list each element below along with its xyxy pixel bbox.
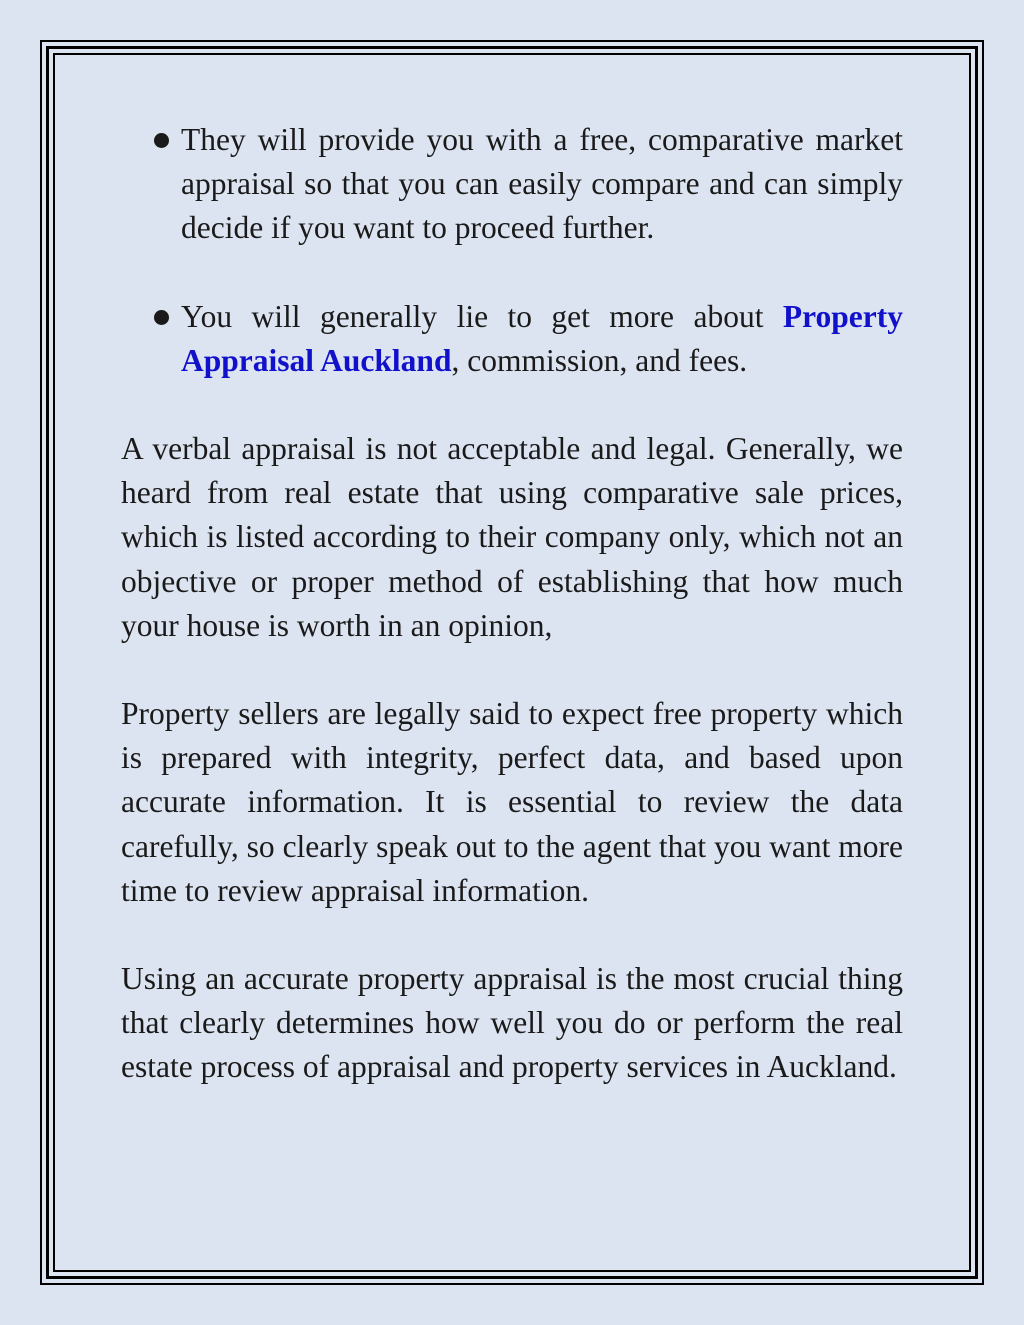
property-appraisal-auckland-link[interactable]: Property Appraisal Auckland — [181, 298, 903, 378]
bullet-icon — [154, 310, 169, 325]
bullet-text-after: , commission, and fees. — [451, 342, 748, 378]
paragraph-verbal-appraisal: A verbal appraisal is not acceptable and legal. Generally, we heard from real estate that using comparative sale prices, which is listed according to their company only, which not an objective or proper method of establishing that how much your house is worth in an opinion, — [121, 431, 903, 643]
paragraph-property-sellers: Property sellers are legally said to expect free property which is prepared with integrity, perfect data, and based upon accurate information. It is essential to review the data carefully, so clearly speak out to the agent that you want more time to review appraisal information. — [121, 696, 903, 908]
bullet-item-free-appraisal — [121, 118, 903, 251]
bullet-list — [121, 118, 903, 383]
bullet-icon — [154, 133, 169, 148]
bullet-text-before: You will generally lie to get more about — [181, 298, 783, 334]
bullet-text: They will provide you with a free, comparative market appraisal so that you can easily compare and can simply decide if you want to proceed further. — [181, 122, 903, 246]
paragraph-accurate-appraisal: Using an accurate property appraisal is the most crucial thing that clearly determines how well you do or perform the real estate process of appraisal and property services in Auckland. — [121, 961, 903, 1085]
bullet-item-more-info — [121, 295, 903, 383]
document-body — [121, 118, 903, 1134]
